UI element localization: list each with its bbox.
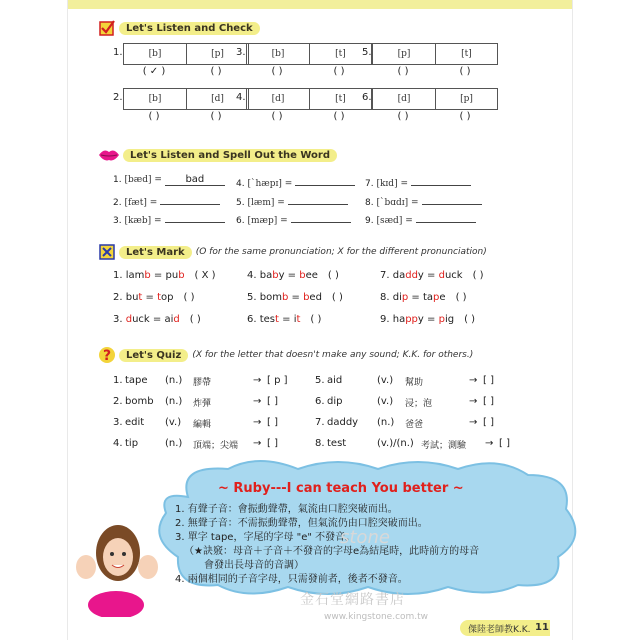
word-part: op — [161, 292, 174, 303]
mark-item — [247, 292, 343, 303]
spell-item — [365, 211, 476, 226]
answer-blank[interactable]: ( ) — [210, 111, 222, 122]
answer-blank[interactable]: ( ✓ ) — [142, 66, 166, 77]
spell-item — [365, 174, 471, 189]
item-number: 6. — [247, 314, 257, 325]
highlight-letter: b — [144, 270, 151, 281]
highlight-letter: d — [438, 270, 445, 281]
teacher-illustration — [74, 505, 158, 617]
x-mark-icon — [98, 243, 116, 261]
highlight-letter: b — [272, 270, 279, 281]
answer-row — [123, 111, 247, 122]
sound-pair-box — [246, 88, 372, 110]
arrow-icon: → — [469, 375, 478, 386]
answer-blank[interactable]: ( ) — [397, 66, 409, 77]
meaning: 幫助 — [405, 378, 424, 388]
part-of-speech: (n.) — [165, 396, 183, 407]
sound-cell: [d] — [397, 94, 411, 104]
quiz-word: daddy — [327, 417, 359, 428]
spell-answer-field[interactable] — [160, 193, 220, 205]
arrow-icon: → — [253, 417, 262, 428]
quiz-answer-field[interactable]: [ p ] — [267, 375, 288, 386]
word-part: uck — [444, 270, 463, 281]
quiz-answer-field[interactable]: [ ] — [267, 417, 278, 428]
item-number: 3. — [236, 47, 246, 58]
sound-pair-box — [123, 88, 249, 110]
item-number: 7. — [315, 417, 325, 428]
highlight-letter: b — [303, 292, 310, 303]
mark-item — [113, 270, 216, 281]
part-of-speech: (n.) — [377, 417, 395, 428]
arrow-icon: → — [485, 438, 494, 449]
quiz-word: aid — [327, 375, 343, 386]
quiz-word: test — [327, 438, 347, 449]
spell-answer-field[interactable] — [295, 174, 355, 186]
equals-sign: = — [149, 314, 165, 325]
highlight-letter: d — [125, 314, 133, 325]
answer-blank[interactable]: ( ) — [210, 66, 222, 77]
answer-blank[interactable]: ( ) — [148, 111, 160, 122]
equals-sign: = — [288, 292, 304, 303]
answer-blank[interactable]: ( ) — [271, 111, 283, 122]
item-number: 9. — [365, 216, 374, 226]
mark-answer[interactable]: ( ) — [327, 270, 339, 281]
highlight-letter: b — [178, 270, 185, 281]
item-number: 6. — [315, 396, 325, 407]
item-number: 8. — [315, 438, 325, 449]
spell-answer-field[interactable] — [291, 211, 351, 223]
part-of-speech: (n.) — [165, 438, 183, 449]
quiz-item — [113, 438, 323, 451]
highlight-letter: p — [433, 292, 440, 303]
word-part: bom — [259, 292, 282, 303]
quiz-answer-field[interactable]: [ ] — [267, 438, 278, 449]
answer-row — [372, 111, 496, 122]
section-note: (O for the same pronunciation; X for the different pronunciation) — [195, 247, 487, 257]
sound-cell: [d] — [271, 94, 285, 104]
section-title: Let's Listen and Spell Out the Word — [123, 149, 337, 162]
word-part: bu — [125, 292, 139, 303]
part-of-speech: (v.) — [377, 375, 394, 386]
sound-cell: [p] — [397, 49, 411, 59]
mark-answer[interactable]: ( ) — [464, 314, 476, 325]
section-title: Let's Mark — [119, 246, 192, 259]
sound-pair-box — [372, 43, 498, 65]
quiz-item — [113, 375, 323, 388]
item-number: 1. — [113, 175, 122, 185]
answer-blank[interactable]: ( ) — [459, 66, 471, 77]
item-number: 1. — [113, 375, 123, 386]
mark-answer[interactable]: ( ) — [183, 292, 195, 303]
word-part: i — [293, 314, 297, 325]
quiz-answer-field[interactable]: [ ] — [483, 396, 494, 407]
part-of-speech: (v.) — [165, 417, 182, 428]
word-part: ta — [422, 292, 434, 303]
item-number: 5. — [236, 198, 245, 208]
word-part: da — [392, 270, 406, 281]
spell-answer-field[interactable] — [288, 193, 348, 205]
item-number: 4. — [236, 92, 246, 103]
quiz-item — [315, 438, 555, 451]
sound-cell: [t] — [309, 44, 371, 64]
meaning: 炸彈 — [193, 399, 212, 409]
equals-sign: = — [278, 314, 294, 325]
item-number: 9. — [380, 314, 390, 325]
spell-answer-field[interactable]: bad — [165, 174, 225, 186]
part-of-speech: (v.)/(n.) — [377, 438, 414, 449]
item-number: 2. — [113, 396, 123, 407]
sound-pair-box — [372, 88, 498, 110]
spell-item — [236, 211, 351, 226]
mark-answer[interactable]: ( ) — [455, 292, 467, 303]
word-part: lam — [125, 270, 145, 281]
mark-item — [380, 314, 475, 325]
mark-item — [380, 270, 484, 281]
left-margin-line — [67, 0, 68, 640]
arrow-icon: → — [253, 438, 262, 449]
phonetic: [læm] = — [247, 198, 285, 208]
phonetic: [bæd] = — [124, 175, 162, 185]
phonetic: [kɪd] = — [376, 179, 408, 189]
word-part: ee — [305, 270, 318, 281]
spell-answer-field[interactable] — [411, 174, 471, 186]
item-number: 5. — [362, 47, 372, 58]
phonetic: [ˋhæpɪ] = — [247, 179, 293, 189]
sound-cell: [b] — [271, 49, 285, 59]
meaning: 編輯 — [193, 420, 212, 430]
quiz-item — [113, 417, 323, 430]
watermark-logo: stone — [340, 527, 390, 548]
highlight-letter: p — [401, 292, 409, 303]
section-listen-spell-header — [98, 146, 337, 164]
part-of-speech: (v.) — [377, 396, 394, 407]
sound-cell: [t] — [309, 89, 371, 109]
part-of-speech: (n.) — [165, 375, 183, 386]
cloud-line: 會發出長母音的音調） — [204, 560, 304, 571]
spell-answer-field[interactable] — [422, 193, 482, 205]
equals-sign: = — [150, 270, 166, 281]
answer-blank[interactable]: ( ) — [333, 111, 345, 122]
mark-answer[interactable]: ( ) — [310, 314, 322, 325]
section-note: (X for the letter that doesn't make any sound; K.K. for others.) — [192, 350, 474, 360]
watermark-brand: 金石堂網路書店 — [300, 592, 405, 608]
item-number: 3. — [113, 417, 123, 428]
equals-sign: = — [408, 292, 423, 303]
arrow-icon: → — [469, 417, 478, 428]
phonetic: [sæd] = — [376, 216, 413, 226]
phonetic: [fæt] = — [124, 198, 158, 208]
equals-sign: = — [423, 270, 439, 281]
meaning: 爸爸 — [405, 420, 424, 430]
meaning: 考試；測驗 — [421, 441, 467, 451]
highlight-letter: pp — [405, 314, 418, 325]
item-number: 8. — [380, 292, 390, 303]
highlight-letter: p — [438, 314, 445, 325]
item-number: 6. — [236, 216, 245, 226]
section-title: Let's Listen and Check — [119, 22, 260, 35]
item-number: 4. — [113, 438, 123, 449]
equals-sign: = — [423, 314, 439, 325]
mark-item — [113, 314, 201, 325]
item-number: 2. — [113, 92, 123, 103]
word-part: pu — [165, 270, 179, 281]
item-number: 7. — [380, 270, 390, 281]
mark-item — [247, 270, 339, 281]
quiz-word: edit — [125, 417, 145, 428]
meaning: 頂端；尖端 — [193, 441, 239, 451]
mark-answer[interactable]: ( ) — [472, 270, 484, 281]
quiz-word: tape — [125, 375, 148, 386]
arrow-icon: → — [253, 396, 262, 407]
item-number: 5. — [247, 292, 257, 303]
highlight-letter: b — [281, 292, 289, 303]
spell-item — [236, 174, 355, 189]
answer-blank[interactable]: ( ) — [459, 111, 471, 122]
arrow-icon: → — [469, 396, 478, 407]
question-icon — [98, 346, 116, 364]
quiz-item — [315, 396, 539, 409]
word-part: y — [417, 270, 424, 281]
answer-row — [372, 66, 496, 77]
item-number: 8. — [365, 198, 374, 208]
quiz-answer-field[interactable]: [ ] — [483, 417, 494, 428]
equals-sign: = — [284, 270, 300, 281]
mark-item — [380, 292, 467, 303]
item-number: 6. — [362, 92, 372, 103]
answer-blank[interactable]: ( ) — [397, 111, 409, 122]
item-number: 1. — [113, 270, 123, 281]
item-number: 5. — [315, 375, 325, 386]
cloud-line: 3. 單字 tape，字尾的字母 "e" 不發音。 — [175, 532, 356, 543]
spell-item — [113, 174, 225, 186]
phonetic: [kæb] = — [124, 216, 162, 226]
lips-icon — [98, 146, 120, 164]
sound-cell: [b] — [148, 49, 162, 59]
section-mark-header — [98, 243, 487, 261]
word-part: di — [392, 292, 402, 303]
spell-answer-field[interactable] — [165, 211, 225, 223]
word-part: y — [417, 314, 424, 325]
quiz-item — [315, 417, 539, 430]
word-part: tes — [259, 314, 276, 325]
quiz-item — [315, 375, 539, 388]
equals-sign: = — [142, 292, 158, 303]
spell-item — [113, 193, 220, 208]
item-number: 7. — [365, 179, 374, 189]
mark-answer[interactable]: ( ) — [189, 314, 201, 325]
checkbox-icon — [98, 19, 116, 37]
answer-row — [246, 111, 370, 122]
sound-pair-box — [246, 43, 372, 65]
spell-item — [236, 193, 348, 208]
item-number: 1. — [113, 47, 123, 58]
sound-cell: [t] — [435, 44, 497, 64]
quiz-answer-field[interactable]: [ ] — [499, 438, 510, 449]
quiz-word: dip — [327, 396, 343, 407]
answer-blank[interactable]: ( ) — [333, 66, 345, 77]
highlight-letter: b — [299, 270, 306, 281]
sound-cell: [d] — [186, 89, 248, 109]
mark-answer[interactable]: ( ) — [331, 292, 343, 303]
word-part: ai — [164, 314, 174, 325]
cloud-line: 4. 兩個相同的子音字母，只需發前者，後者不發音。 — [175, 574, 408, 585]
spell-item — [113, 211, 225, 226]
top-color-bar — [67, 0, 573, 9]
cloud-title: ~ Ruby---I can teach You better ~ — [218, 481, 464, 496]
highlight-letter: t — [275, 314, 279, 325]
sound-pair-box — [123, 43, 249, 65]
highlight-letter: t — [138, 292, 143, 303]
phonetic: [mæp] = — [247, 216, 288, 226]
spell-answer-field[interactable] — [416, 211, 476, 223]
word-part: uck — [132, 314, 150, 325]
item-number: 3. — [113, 216, 122, 226]
highlight-letter: t — [157, 292, 162, 303]
page-number: 11 — [535, 622, 549, 633]
section-listen-check-header — [98, 19, 260, 37]
word-part: ba — [259, 270, 273, 281]
highlight-letter: d — [173, 314, 180, 325]
footer-tab: 傑陸老師教K.K. — [460, 620, 550, 636]
highlight-letter: t — [296, 314, 301, 325]
meaning: 浸；泡 — [405, 399, 433, 409]
quiz-word: tip — [125, 438, 139, 449]
spell-item — [365, 193, 482, 208]
word-part: ha — [392, 314, 406, 325]
quiz-answer-field[interactable]: [ ] — [267, 396, 278, 407]
sound-cell: [b] — [148, 94, 162, 104]
mark-answer[interactable]: ( X ) — [194, 270, 216, 281]
cloud-line: （★訣竅：母音＋子音＋不發音的字母e為結尾時，此時前方的母音 — [184, 546, 480, 557]
item-number: 4. — [247, 270, 257, 281]
answer-row — [123, 66, 247, 77]
sound-cell: [p] — [186, 44, 248, 64]
svg-text:?: ? — [102, 348, 112, 364]
item-number: 2. — [113, 292, 123, 303]
mark-item — [247, 314, 321, 325]
meaning: 膠帶 — [193, 378, 212, 388]
item-number: 2. — [113, 198, 122, 208]
cloud-line: 2. 無聲子音：不需振動聲帶，但氣流仍由口腔突破而出。 — [175, 518, 428, 529]
word-part: y — [278, 270, 285, 281]
section-title: Let's Quiz — [119, 349, 188, 362]
item-number: 4. — [236, 179, 245, 189]
section-quiz-header — [98, 346, 473, 364]
answer-row — [246, 66, 370, 77]
quiz-answer-field[interactable]: [ ] — [483, 375, 494, 386]
word-part: e — [439, 292, 446, 303]
word-part: ig — [444, 314, 455, 325]
cloud-line: 1. 有聲子音：會振動聲帶，氣流由口腔突破而出。 — [175, 504, 398, 515]
watermark-url: www.kingstone.com.tw — [324, 612, 429, 622]
answer-blank[interactable]: ( ) — [271, 66, 283, 77]
phonetic: [ˋbɑdɪ] = — [376, 198, 419, 208]
quiz-word: bomb — [125, 396, 154, 407]
quiz-item — [113, 396, 323, 409]
word-part: ed — [309, 292, 322, 303]
sound-cell: [p] — [435, 89, 497, 109]
arrow-icon: → — [253, 375, 262, 386]
mark-item — [113, 292, 194, 303]
highlight-letter: dd — [405, 270, 418, 281]
item-number: 3. — [113, 314, 123, 325]
